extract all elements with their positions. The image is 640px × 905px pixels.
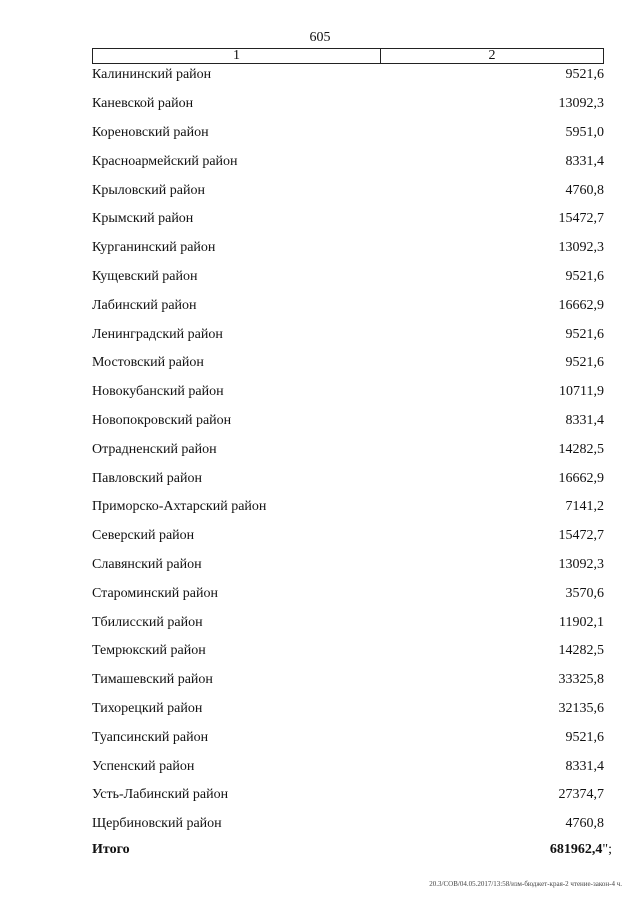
district-name: Темрюкский район bbox=[92, 643, 206, 659]
district-name: Тбилисский район bbox=[92, 614, 203, 630]
table-row bbox=[92, 695, 604, 724]
district-value: 32135,6 bbox=[558, 700, 604, 716]
district-value: 27374,7 bbox=[558, 787, 604, 803]
table-row bbox=[92, 320, 604, 349]
table-row bbox=[92, 234, 604, 263]
document-footer: 20.3/СОВ/04.05.2017/13:58/изм-бюджет-края-2 чтение-закон-4 ч. bbox=[429, 880, 622, 888]
district-name: Щербиновский район bbox=[92, 816, 222, 832]
district-value: 15472,7 bbox=[558, 528, 604, 544]
district-name: Новопокровский район bbox=[92, 412, 232, 428]
district-value: 16662,9 bbox=[558, 297, 604, 313]
district-name: Северский район bbox=[92, 528, 195, 544]
district-value: 16662,9 bbox=[558, 470, 604, 486]
district-name: Староминский район bbox=[92, 585, 218, 601]
district-value: 33325,8 bbox=[558, 672, 604, 688]
district-value: 14282,5 bbox=[558, 643, 604, 659]
table-row bbox=[92, 291, 604, 320]
table-row bbox=[92, 407, 604, 436]
total-value-group bbox=[550, 842, 612, 858]
district-name: Ленинградский район bbox=[92, 326, 223, 342]
district-name: Тимашевский район bbox=[92, 672, 213, 688]
table-row bbox=[92, 723, 604, 752]
district-value: 9521,6 bbox=[565, 326, 604, 342]
district-value: 13092,3 bbox=[558, 240, 604, 256]
district-value: 9521,6 bbox=[565, 268, 604, 284]
district-name: Усть-Лабинский район bbox=[92, 787, 229, 803]
district-name: Калининский район bbox=[92, 67, 212, 83]
district-name: Павловский район bbox=[92, 470, 202, 486]
district-value: 10711,9 bbox=[559, 384, 604, 400]
district-value: 11902,1 bbox=[559, 614, 604, 630]
column-header-1: 1 bbox=[93, 49, 381, 63]
district-value: 8331,4 bbox=[565, 412, 604, 428]
table-row bbox=[92, 61, 604, 90]
table-row bbox=[92, 493, 604, 522]
table-row bbox=[92, 464, 604, 493]
district-value: 3570,6 bbox=[565, 585, 604, 601]
table-row bbox=[92, 176, 604, 205]
table-row bbox=[92, 263, 604, 292]
table-row bbox=[92, 205, 604, 234]
page-number: 605 bbox=[309, 30, 331, 45]
district-value: 9521,6 bbox=[565, 729, 604, 745]
table-row bbox=[92, 522, 604, 551]
district-name: Мостовский район bbox=[92, 355, 204, 371]
table-row bbox=[92, 90, 604, 119]
table-row bbox=[92, 349, 604, 378]
district-value: 13092,3 bbox=[558, 556, 604, 572]
total-suffix: "; bbox=[602, 842, 612, 857]
district-name: Приморско-Ахтарский район bbox=[92, 499, 267, 515]
district-value: 13092,3 bbox=[558, 96, 604, 112]
table-row bbox=[92, 608, 604, 637]
district-value: 4760,8 bbox=[565, 182, 604, 198]
district-value: 8331,4 bbox=[565, 758, 604, 774]
table-row bbox=[92, 810, 604, 839]
table-row bbox=[92, 378, 604, 407]
district-name: Красноармейский район bbox=[92, 153, 238, 169]
table-row bbox=[92, 119, 604, 148]
district-name: Лабинский район bbox=[92, 297, 197, 313]
district-name: Кореновский район bbox=[92, 124, 209, 140]
district-value: 15472,7 bbox=[558, 211, 604, 227]
district-name: Тихорецкий район bbox=[92, 700, 203, 716]
table-row bbox=[92, 781, 604, 810]
district-name: Туапсинский район bbox=[92, 729, 209, 745]
district-value: 5951,0 bbox=[565, 124, 604, 140]
table-row bbox=[92, 147, 604, 176]
district-value: 8331,4 bbox=[565, 153, 604, 169]
total-label: Итого bbox=[92, 842, 130, 857]
table-row bbox=[92, 435, 604, 464]
column-header-2: 2 bbox=[488, 48, 496, 63]
table-body bbox=[92, 61, 604, 839]
district-value: 14282,5 bbox=[558, 441, 604, 457]
district-name: Крыловский район bbox=[92, 182, 205, 198]
table-row bbox=[92, 551, 604, 580]
table-row bbox=[92, 666, 604, 695]
table-row bbox=[92, 752, 604, 781]
district-name: Славянский район bbox=[92, 556, 202, 572]
table-row bbox=[92, 637, 604, 666]
district-name: Отрадненский район bbox=[92, 441, 217, 457]
district-value: 9521,6 bbox=[565, 355, 604, 371]
district-name: Успенский район bbox=[92, 758, 195, 774]
district-name: Курганинский район bbox=[92, 240, 216, 256]
total-value: 681962,4 bbox=[549, 842, 603, 857]
table-row bbox=[92, 579, 604, 608]
district-name: Каневской район bbox=[92, 96, 194, 112]
district-name: Новокубанский район bbox=[92, 384, 224, 400]
district-name: Крымский район bbox=[92, 211, 194, 227]
district-value: 9521,6 bbox=[565, 67, 604, 83]
district-value: 7141,2 bbox=[565, 499, 604, 515]
district-value: 4760,8 bbox=[565, 816, 604, 832]
district-name: Кущевский район bbox=[92, 268, 198, 284]
total-row bbox=[92, 842, 612, 858]
